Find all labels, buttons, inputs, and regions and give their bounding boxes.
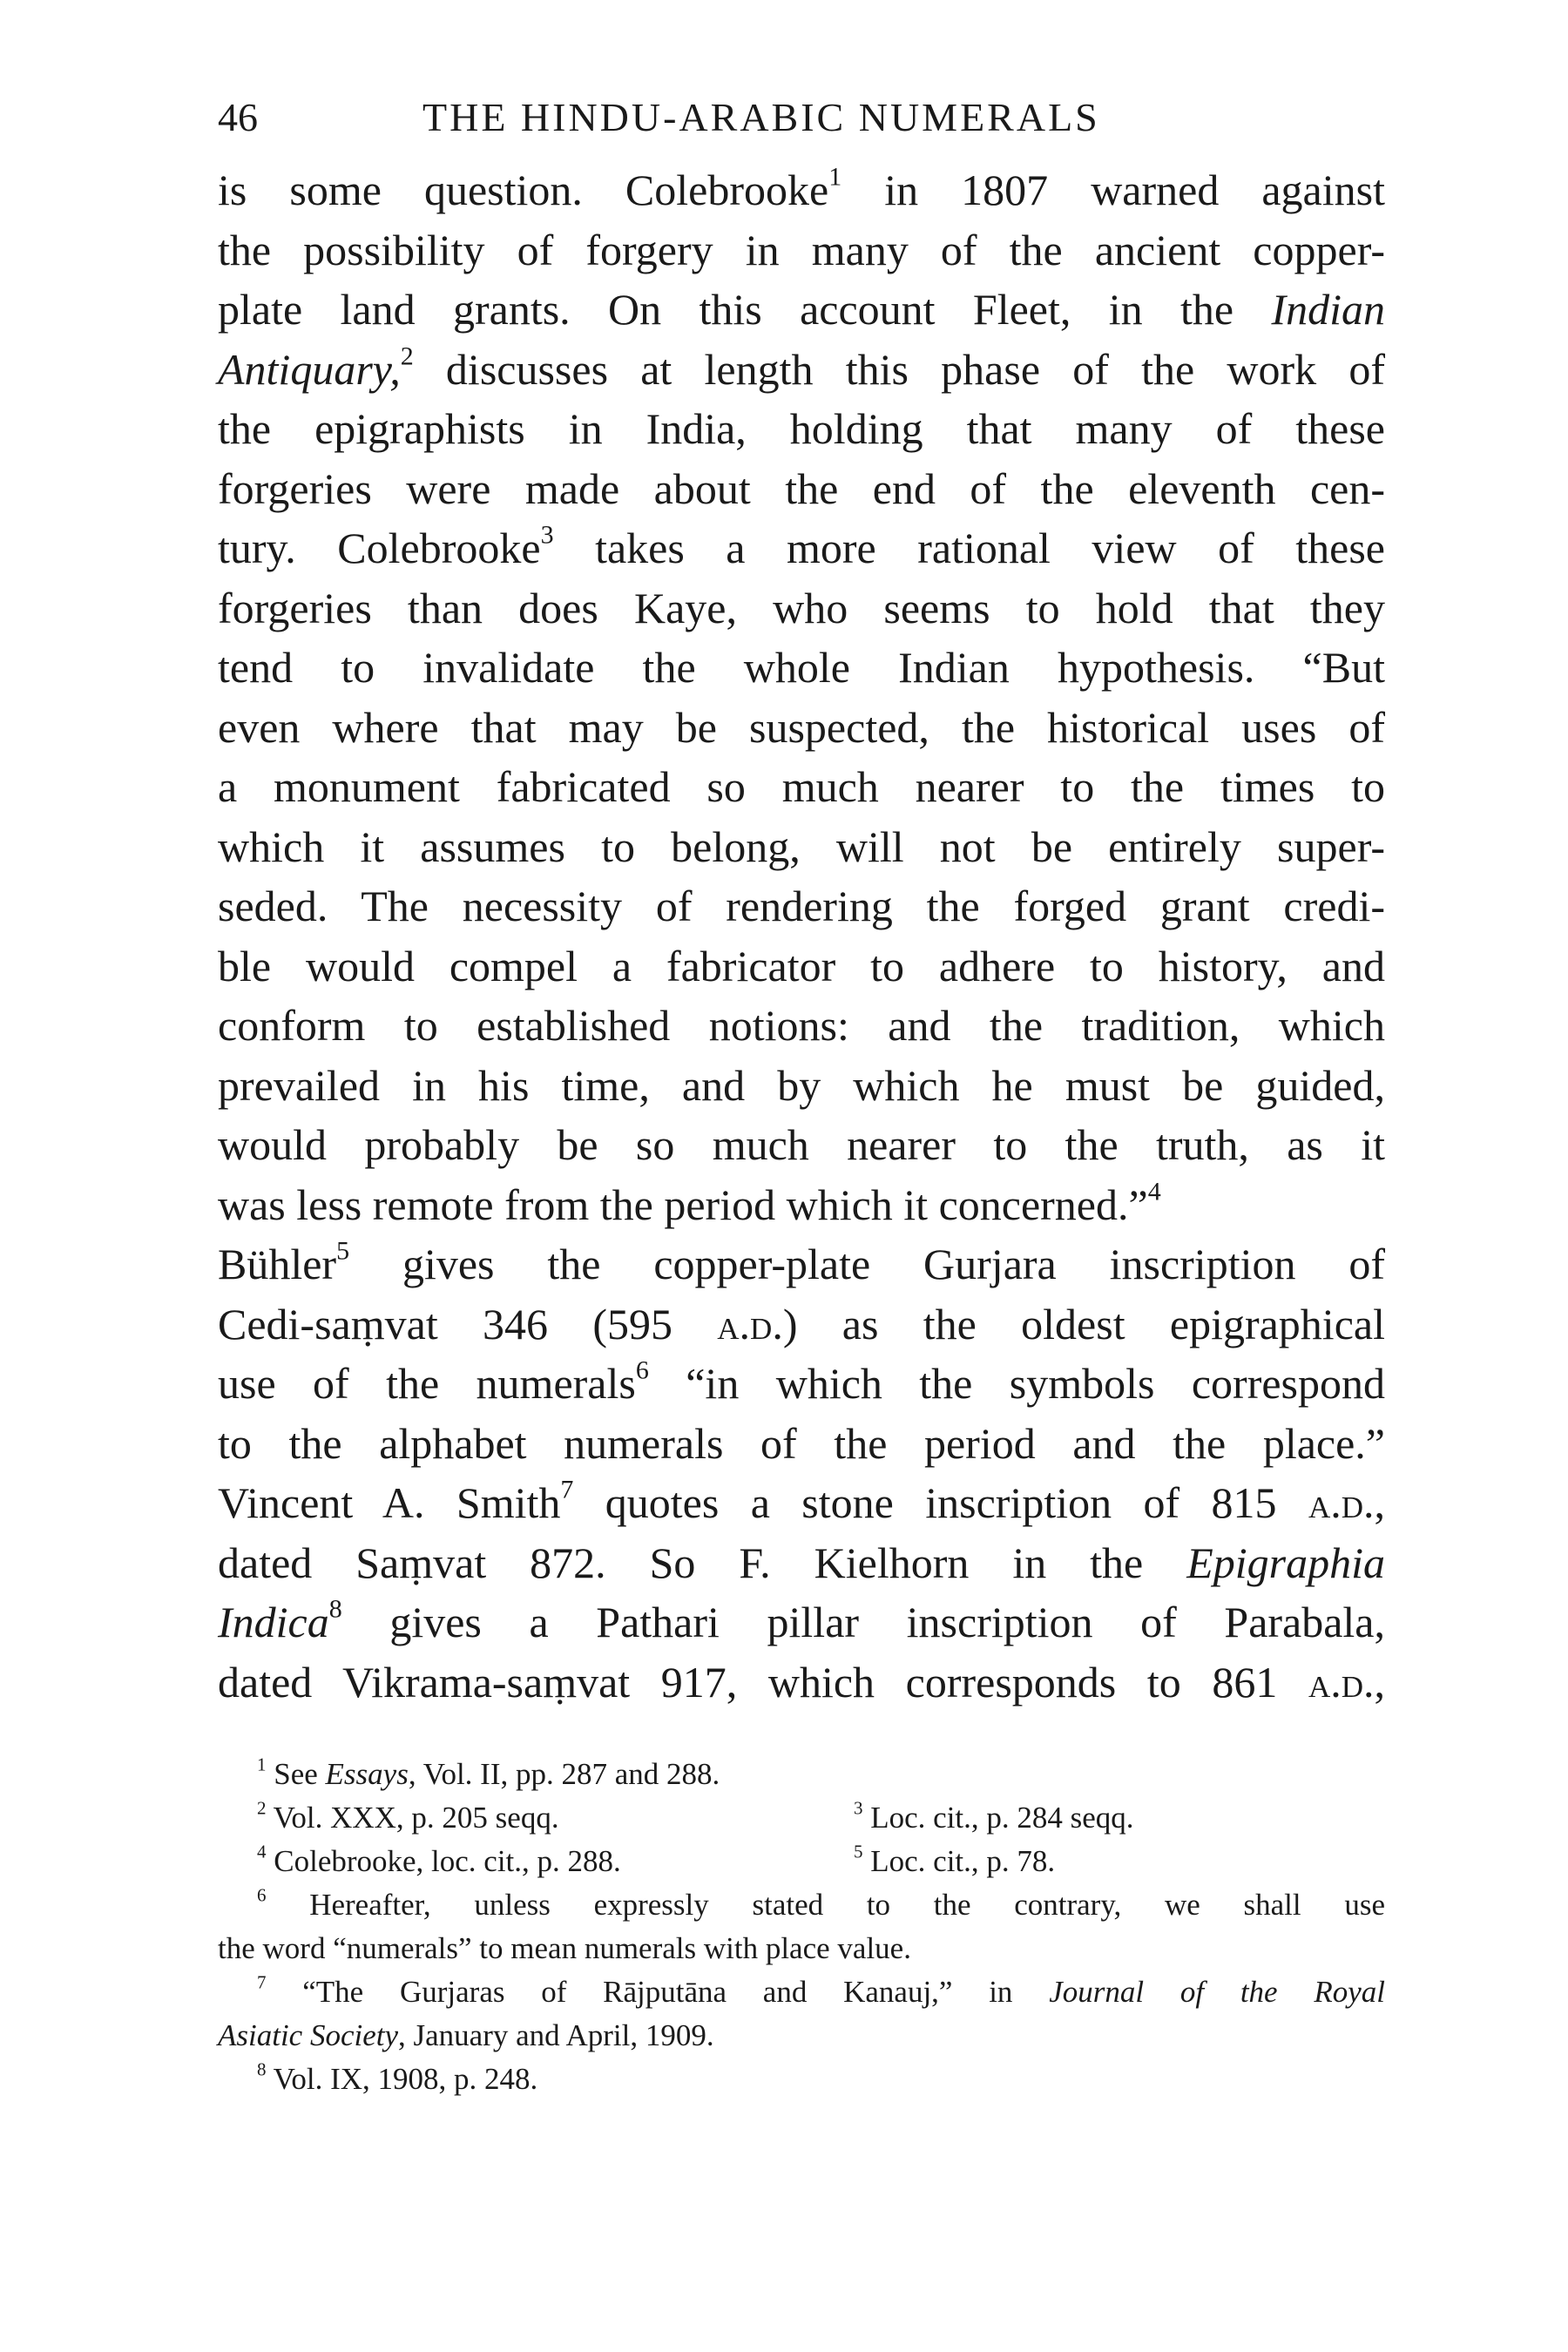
text-line: use of the numerals$^6$ “in which the symbols correspond: [218, 1355, 1385, 1408]
running-title: THE HINDU-ARABIC NUMERALS: [422, 95, 1100, 139]
text-line: Cedi-saṃvat 346 (595 a.d.) as the oldest epigraphical: [218, 1299, 1385, 1348]
text-line: even where that may be suspected, the historical uses of: [218, 702, 1385, 752]
text-line: ble would compel a fabricator to adhere to history, and: [218, 941, 1385, 990]
footnote-4: $^4$ Colebrooke, loc. cit., p. 288.: [257, 1841, 621, 1878]
footnote-5: $^5$ Loc. cit., p. 78.: [854, 1841, 1056, 1878]
text-line: dated Saṃvat 872. So F. Kielhorn in the Epigraphia: [218, 1538, 1385, 1587]
footnote-6-cont: the word “numerals” to mean numerals with place value.: [218, 1931, 911, 1965]
footnote-ref[interactable]: 2: [400, 341, 414, 370]
footnote-ref[interactable]: 6: [635, 1355, 649, 1385]
text-line: is some question. Colebrooke$^1$ in 1807 warned against: [218, 162, 1385, 214]
text-line: plate land grants. On this account Fleet, in the Indian: [218, 285, 1385, 334]
footnote-ref[interactable]: 8: [328, 1594, 342, 1624]
text-line: Bühler$^5$ gives the copper-plate Gurjara inscription of: [218, 1236, 1385, 1288]
footnote-2: $^2$ Vol. XXX, p. 205 seqq.: [257, 1797, 559, 1835]
footnote-8: $^8$ Vol. IX, 1908, p. 248.: [257, 2058, 538, 2096]
footnote-ref[interactable]: 1: [828, 162, 842, 192]
text-line: to the alphabet numerals of the period and the place.”: [218, 1418, 1385, 1468]
text-line: dated Vikrama-saṃvat 917, which corresponds to 861 a.d.,: [218, 1657, 1385, 1707]
text-line: seded. The necessity of rendering the forged grant credi-: [218, 882, 1385, 930]
page-header: [218, 83, 1385, 152]
footnote-ref[interactable]: 5: [336, 1236, 350, 1266]
text-line: Vincent A. Smith$^7$ quotes a stone inscription of 815 a.d.,: [218, 1475, 1385, 1527]
text-line: would probably be so much nearer to the truth, as it: [218, 1120, 1385, 1169]
text-line: tend to invalidate the whole Indian hypothesis. “But: [218, 643, 1385, 692]
text-line: Antiquary,$^2$ discusses at length this phase of the work of: [218, 341, 1385, 394]
footnote-pair: [218, 1840, 1385, 1883]
footnotes: [218, 1753, 1385, 2101]
text-line: was less remote from the period which it concerned.”$^4$: [218, 1177, 1161, 1229]
page-number: 46: [218, 95, 258, 139]
footnote-ref[interactable]: 7: [560, 1475, 574, 1504]
footnote-pair: [218, 1796, 1385, 1840]
text-line: conform to established notions: and the tradition, which: [218, 1001, 1385, 1050]
text-line: forgeries than does Kaye, who seems to hold that they: [218, 583, 1385, 632]
footnote-6: $^6$ Hereafter, unless expressly stated to the contrary, we shall use: [257, 1884, 1385, 1922]
text-line: a monument fabricated so much nearer to the times to: [218, 762, 1385, 811]
text-line: forgeries were made about the end of the eleventh cen-: [218, 463, 1385, 513]
main-text: [218, 160, 1385, 1712]
footnote-ref[interactable]: 4: [1147, 1177, 1161, 1206]
footnote-1: $^1$ See Essays, Vol. II, pp. 287 and 288.: [257, 1754, 720, 1791]
text-line: prevailed in his time, and by which he must be guided,: [218, 1060, 1385, 1110]
footnote-7: $^7$ “The Gurjaras of Rājputāna and Kanauj,” in Journal of the Royal: [257, 1971, 1385, 2009]
text-line: Indica$^8$ gives a Pathari pillar inscription of Parabala,: [218, 1594, 1385, 1646]
footnote-7-cont: Asiatic Society, January and April, 1909.: [218, 2018, 714, 2052]
text-line: the possibility of forgery in many of the ancient copper-: [218, 225, 1385, 274]
footnote-ref[interactable]: 3: [540, 520, 554, 550]
text-line: which it assumes to belong, will not be entirely super-: [218, 821, 1385, 871]
text-line: the epigraphists in India, holding that many of these: [218, 404, 1385, 453]
footnote-3: $^3$ Loc. cit., p. 284 seqq.: [854, 1797, 1134, 1835]
text-line: tury. Colebrooke$^3$ takes a more rational view of these: [218, 520, 1385, 572]
